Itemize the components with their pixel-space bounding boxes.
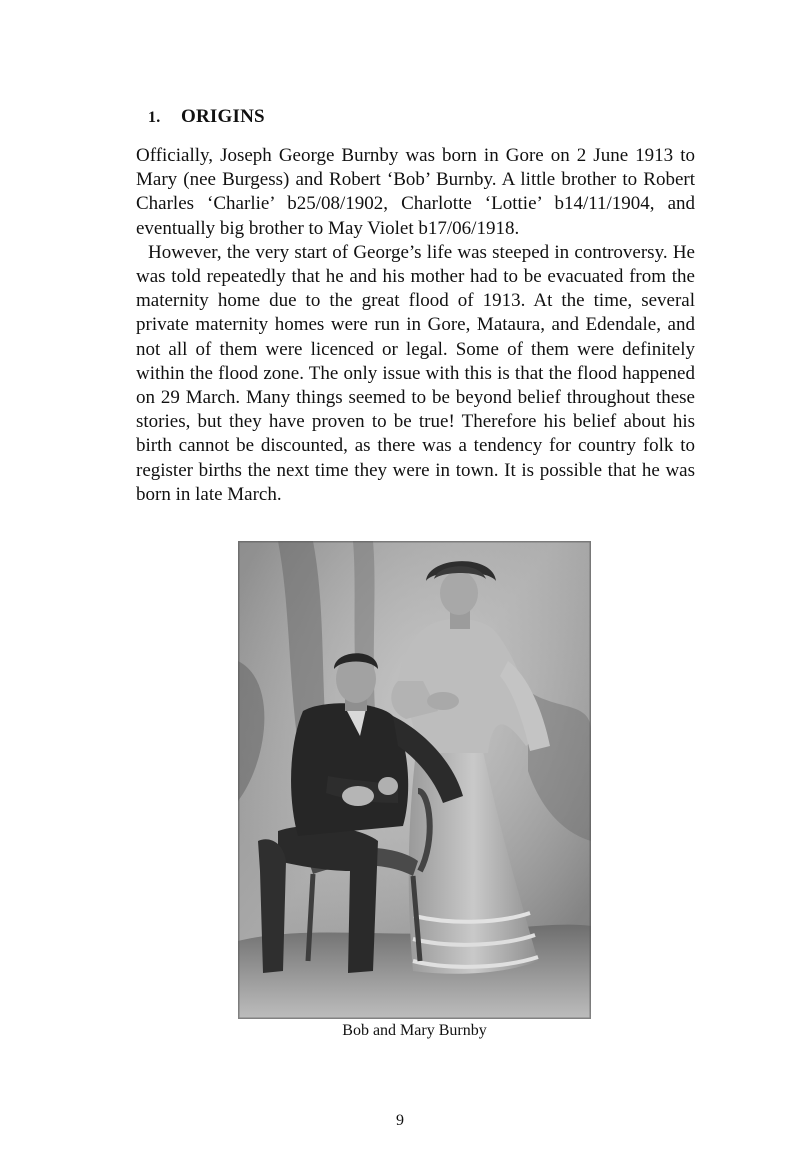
section-heading: [148, 106, 265, 128]
section-number: 1.: [148, 109, 161, 126]
paragraph: Officially, Joseph George Burnby was born in Gore on 2 June 1913 to Mary (nee Burgess) and Robert ‘Bob’ Burnby. A little brother to Robert Charles ‘Charlie’ b25/08/1902, Charlotte ‘Lottie’ b14/11/1904, and eventually big brother to May Violet b17/06/1918.: [136, 145, 695, 239]
section-title: ORIGINS: [181, 106, 265, 127]
paragraph: However, the very start of George’s life was steeped in controversy. He was told repeatedly that he and his mother had to be evacuated from the maternity home due to the great flood of 1913. At the time, several private maternity homes were run in Gore, Mataura, and Edendale, and not all of them were licenced or legal. Some of them were definitely within the flood zone. The only issue with this is that the flood happened on 29 March. Many things seemed to be beyond belief throughout these stories, but they have proven to be true! Therefore his belief about his birth cannot be discounted, as there was a tendency for country folk to register births the next time they were in town. It is possible that he was born in late March.: [136, 241, 695, 505]
body-text: [136, 144, 695, 507]
portrait-photo-image: [238, 541, 591, 1019]
page-number: 9: [396, 1112, 404, 1129]
figure-caption: Bob and Mary Burnby: [342, 1022, 487, 1039]
portrait-photo: [238, 541, 591, 1019]
